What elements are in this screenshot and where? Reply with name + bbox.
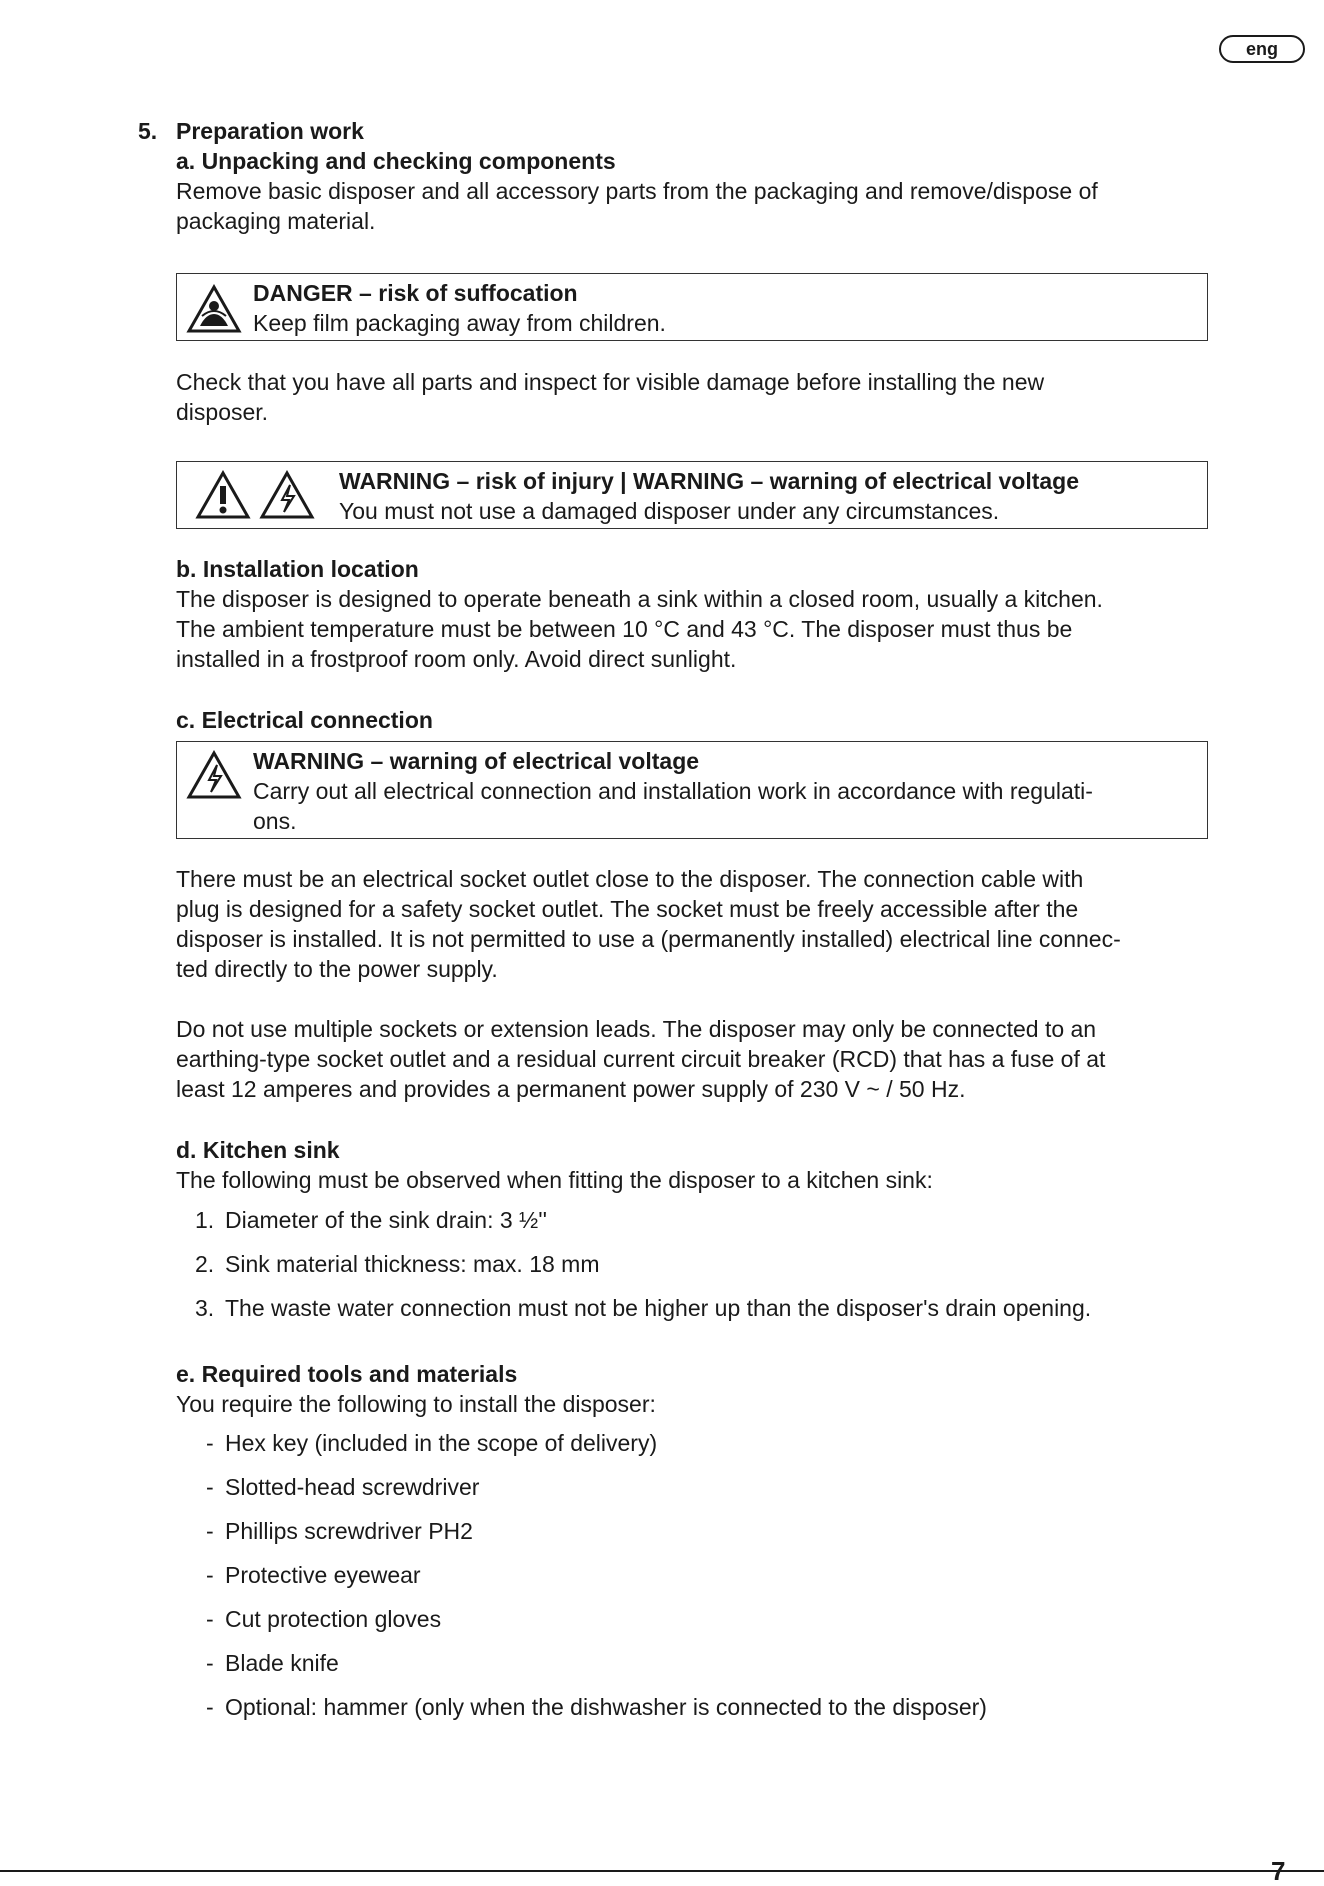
list-item-number: 2.: [195, 1251, 215, 1277]
subsection-e-heading: e. Required tools and materials: [176, 1361, 518, 1387]
danger-title: DANGER – risk of suffocation: [253, 280, 578, 306]
electrical-warning-text: Carry out all electrical connection and installation work in accordance with regulati-: [253, 778, 1093, 804]
subsection-e-intro: You require the following to install the disposer:: [176, 1391, 656, 1417]
language-badge: eng: [1219, 35, 1305, 63]
electrical-warning-title: WARNING – warning of electrical voltage: [253, 748, 700, 774]
subsection-c-text-line: least 12 amperes and provides a permanent power supply of 230 V ~ / 50 Hz.: [176, 1076, 966, 1102]
bullet-dash: -: [206, 1518, 214, 1544]
list-item-number: 1.: [195, 1207, 215, 1233]
check-text-line: disposer.: [176, 399, 269, 425]
danger-notice-box: [176, 273, 1208, 341]
subsection-d-intro: The following must be observed when fitting the disposer to a kitchen sink:: [176, 1167, 933, 1193]
suffocation-warning-icon: [186, 284, 242, 334]
bullet-dash: -: [206, 1606, 214, 1632]
bullet-dash: -: [206, 1650, 214, 1676]
tool-list-item: Cut protection gloves: [225, 1606, 442, 1632]
list-item-number: 3.: [195, 1295, 215, 1321]
check-text-line: Check that you have all parts and inspect for visible damage before installing the new: [176, 369, 1045, 395]
subsection-c-heading: c. Electrical connection: [176, 707, 433, 733]
subsection-c-text-line: There must be an electrical socket outlet close to the disposer. The connection cable with: [176, 866, 1084, 892]
electrical-warning-box: [176, 741, 1208, 839]
subsection-c-text-line: Do not use multiple sockets or extension leads. The disposer may only be connected to an: [176, 1016, 1097, 1042]
subsection-a-text-line: Remove basic disposer and all accessory parts from the packaging and remove/dispose of: [176, 178, 1098, 204]
subsection-b-text-line: installed in a frostproof room only. Avoid direct sunlight.: [176, 646, 737, 672]
list-item: Diameter of the sink drain: 3 ½'': [225, 1207, 547, 1233]
tool-list-item: Phillips screwdriver PH2: [225, 1518, 473, 1544]
tool-list-item: Protective eyewear: [225, 1562, 421, 1588]
subsection-b-heading: b. Installation location: [176, 556, 419, 582]
bullet-dash: -: [206, 1694, 214, 1720]
section-title: Preparation work: [176, 118, 364, 144]
section-number: 5.: [138, 118, 158, 144]
warning-notice-box: [176, 461, 1208, 529]
list-item: Sink material thickness: max. 18 mm: [225, 1251, 600, 1277]
warning-title: WARNING – risk of injury | WARNING – warning of electrical voltage: [339, 468, 1080, 494]
tool-list-item: Hex key (included in the scope of delivery): [225, 1430, 658, 1456]
electrical-voltage-icon: [259, 470, 315, 520]
warning-text: You must not use a damaged disposer under any circumstances.: [339, 498, 1000, 524]
subsection-d-heading: d. Kitchen sink: [176, 1137, 340, 1163]
danger-text: Keep film packaging away from children.: [253, 310, 666, 336]
subsection-c-text-line: disposer is installed. It is not permitted to use a (permanently installed) electrical line connec-: [176, 926, 1121, 952]
subsection-c-text-line: plug is designed for a safety socket outlet. The socket must be freely accessible after the: [176, 896, 1079, 922]
list-item: The waste water connection must not be higher up than the disposer's drain opening.: [225, 1295, 1092, 1321]
subsection-c-text-line: earthing-type socket outlet and a residual current circuit breaker (RCD) that has a fuse of at: [176, 1046, 1106, 1072]
subsection-a-heading: a. Unpacking and checking components: [176, 148, 616, 174]
bullet-dash: -: [206, 1430, 214, 1456]
electrical-warning-text: ons.: [253, 808, 297, 834]
electrical-voltage-icon: [186, 750, 242, 800]
tool-list-item: Blade knife: [225, 1650, 339, 1676]
tool-list-item: Optional: hammer (only when the dishwasher is connected to the disposer): [225, 1694, 987, 1720]
subsection-c-text-line: ted directly to the power supply.: [176, 956, 498, 982]
subsection-b-text-line: The disposer is designed to operate beneath a sink within a closed room, usually a kitchen.: [176, 586, 1103, 612]
general-warning-icon: [195, 470, 251, 520]
subsection-a-text-line: packaging material.: [176, 208, 376, 234]
tool-list-item: Slotted-head screwdriver: [225, 1474, 480, 1500]
subsection-b-text-line: The ambient temperature must be between 10 °C and 43 °C. The disposer must thus be: [176, 616, 1073, 642]
bullet-dash: -: [206, 1562, 214, 1588]
bullet-dash: -: [206, 1474, 214, 1500]
